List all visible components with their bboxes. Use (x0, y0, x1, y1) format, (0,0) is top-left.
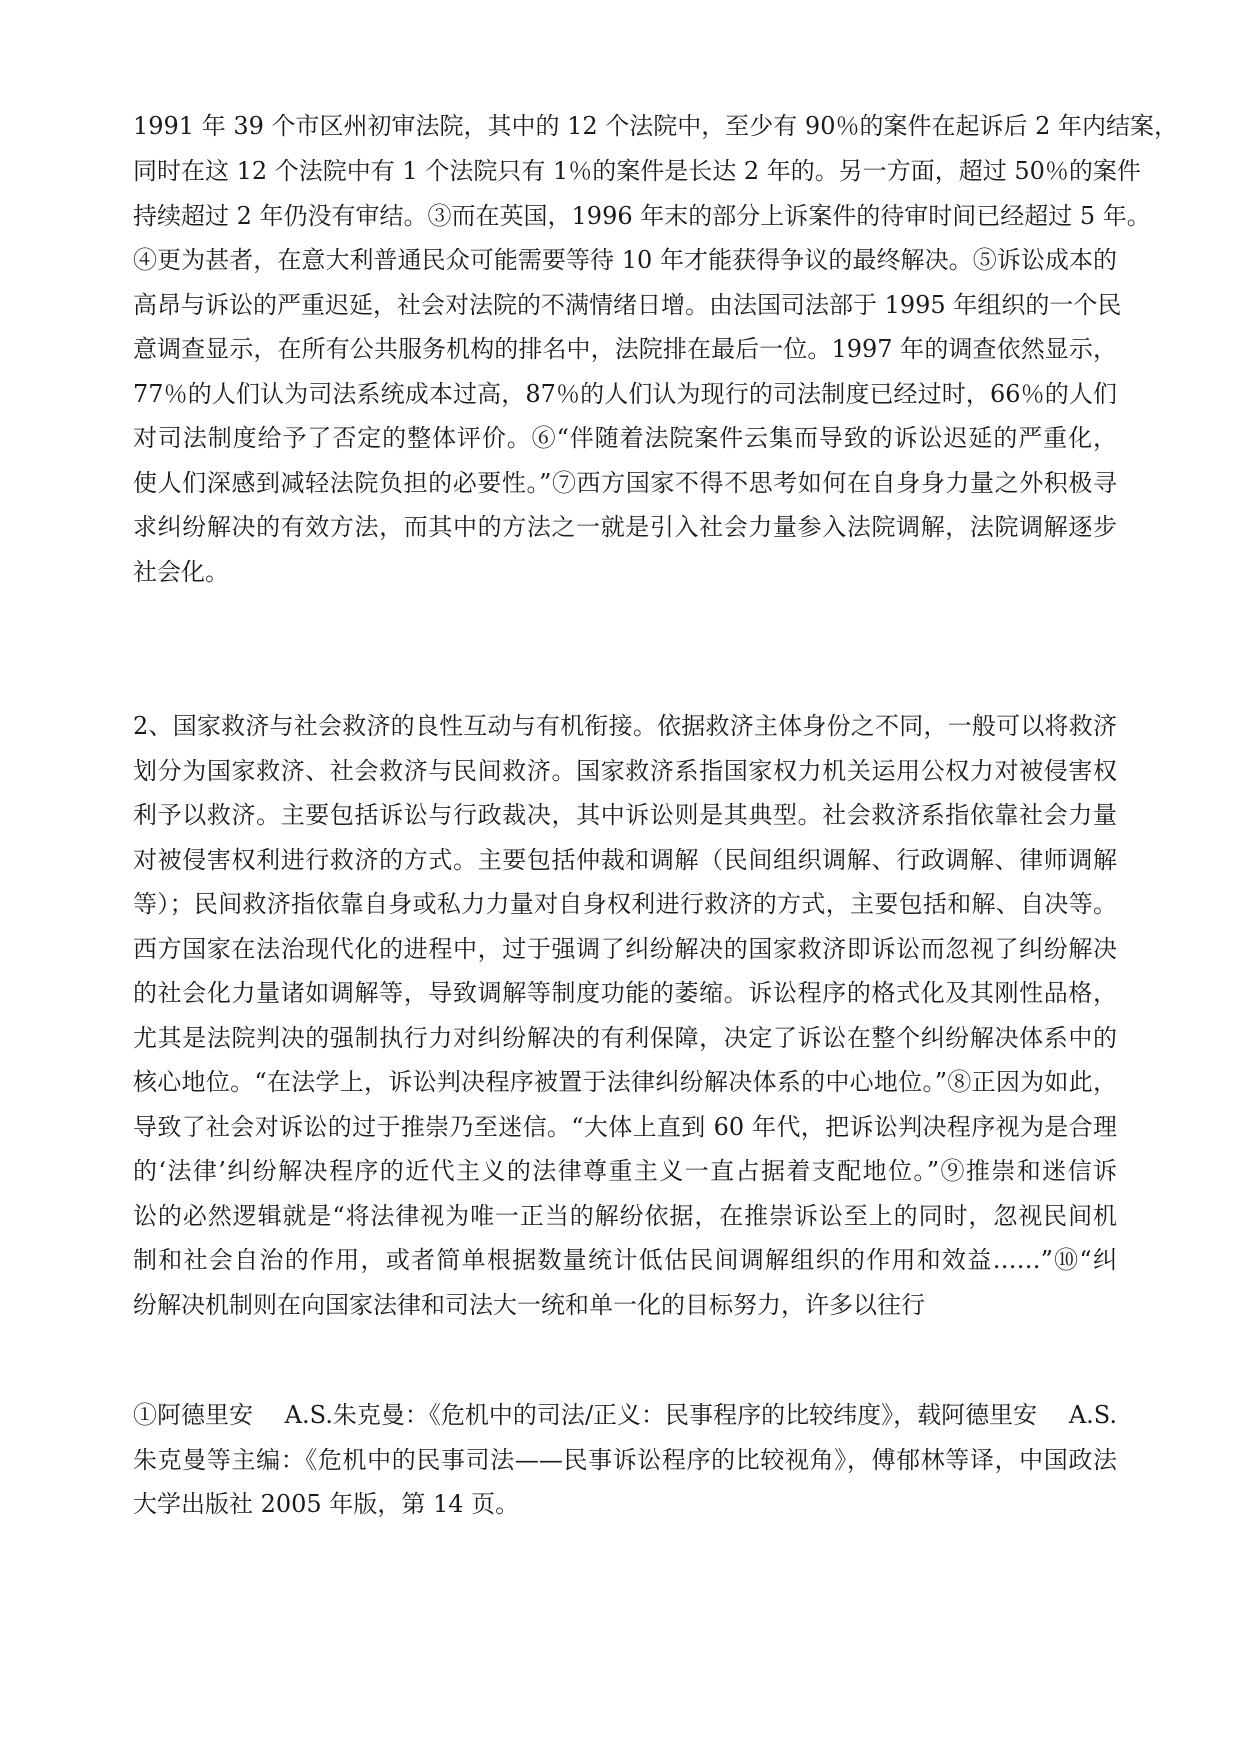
text-line: 利予以救济。主要包括诉讼与行政裁决，其中诉讼则是其典型。社会救济系指依靠社会力量 (133, 801, 1117, 829)
text-line: 等）；民间救济指依靠自身或私力力量对自身权利进行救济的方式，主要包括和解、自决等。 (133, 890, 1117, 918)
text-line: 核心地位。“在法学上，诉讼判决程序被置于法律纠纷解决体系的中心地位。”⑧正因为如此， (133, 1068, 1117, 1096)
text-line: 尤其是法院判决的强制执行力对纠纷解决的有利保障，决定了诉讼在整个纠纷解决体系中的 (133, 1024, 1117, 1052)
text-line: 划分为国家救济、社会救济与民间救济。国家救济系指国家权力机关运用公权力对被侵害权 (133, 757, 1117, 785)
text-line: 的社会化力量诸如调解等，导致调解等制度功能的萎缩。诉讼程序的格式化及其刚性品格， (133, 979, 1117, 1007)
text-line: 的‘法律’纠纷解决程序的近代主义的法律尊重主义一直占据着支配地位。”⑨推崇和迷信诉 (133, 1157, 1117, 1185)
text-line: ④更为甚者，在意大利普通民众可能需要等待 10 年才能获得争议的最终解决。⑤诉讼成本的 (133, 246, 1117, 274)
text-line: 导致了社会对诉讼的过于推崇乃至迷信。“大体上直到 60 年代，把诉讼判决程序视为是合理 (133, 1113, 1117, 1141)
text-line: 纷解决机制则在向国家法律和司法大一统和单一化的目标努力，许多以往行 (133, 1291, 925, 1319)
text-line: 高昂与诉讼的严重迟延，社会对法院的不满情绪日增。由法国司法部于 1995 年组织的一个民 (133, 291, 1122, 319)
text-line: 1991 年 39 个市区州初审法院，其中的 12 个法院中，至少有 90％的案件在起诉后 2 年内结案， (133, 112, 1178, 140)
text-line: 社会化。 (133, 558, 229, 586)
footnote-line: ①阿德里安 A.S.朱克曼：《危机中的司法/正义：民事程序的比较纬度》，载阿德里安 A.S. (133, 1401, 1117, 1429)
text-line: 求纠纷解决的有效方法，而其中的方法之一就是引入社会力量参入法院调解，法院调解逐步 (133, 513, 1117, 541)
text-line: 使人们深感到减轻法院负担的必要性。”⑦西方国家不得不思考如何在自身身力量之外积极寻 (133, 469, 1117, 497)
text-line: 对司法制度给予了否定的整体评价。⑥“伴随着法院案件云集而导致的诉讼迟延的严重化， (133, 424, 1117, 452)
text-line: 制和社会自治的作用，或者简单根据数量统计低估民间调解组织的作用和效益……”⑩“纠 (133, 1246, 1117, 1274)
text-line: 意调查显示，在所有公共服务机构的排名中，法院排在最后一位。1997 年的调查依然显示， (133, 335, 1117, 363)
text-line: 同时在这 12 个法院中有 1 个法院只有 1％的案件是长达 2 年的。另一方面，超过 50％的案件 (133, 157, 1141, 185)
text-line: 77％的人们认为司法系统成本过高，87％的人们认为现行的司法制度已经过时，66％的人们 (133, 380, 1117, 408)
text-line: 2、国家救济与社会救济的良性互动与有机衔接。依据救济主体身份之不同，一般可以将救济 (133, 712, 1117, 740)
text-line: 对被侵害权利进行救济的方式。主要包括仲裁和调解（民间组织调解、行政调解、律师调解 (133, 846, 1117, 874)
footnote-line: 大学出版社 2005 年版，第 14 页。 (133, 1490, 520, 1518)
footnote-line: 朱克曼等主编：《危机中的民事司法——民事诉讼程序的比较视角》，傅郁林等译，中国政法 (133, 1446, 1117, 1474)
text-line: 西方国家在法治现代化的进程中，过于强调了纠纷解决的国家救济即诉讼而忽视了纠纷解决 (133, 935, 1117, 963)
text-line: 持续超过 2 年仍没有审结。③而在英国，1996 年末的部分上诉案件的待审时间已经超过 5 年。 (133, 202, 1151, 230)
text-line: 讼的必然逻辑就是“将法律视为唯一正当的解纷依据，在推崇诉讼至上的同时，忽视民间机 (133, 1202, 1117, 1230)
